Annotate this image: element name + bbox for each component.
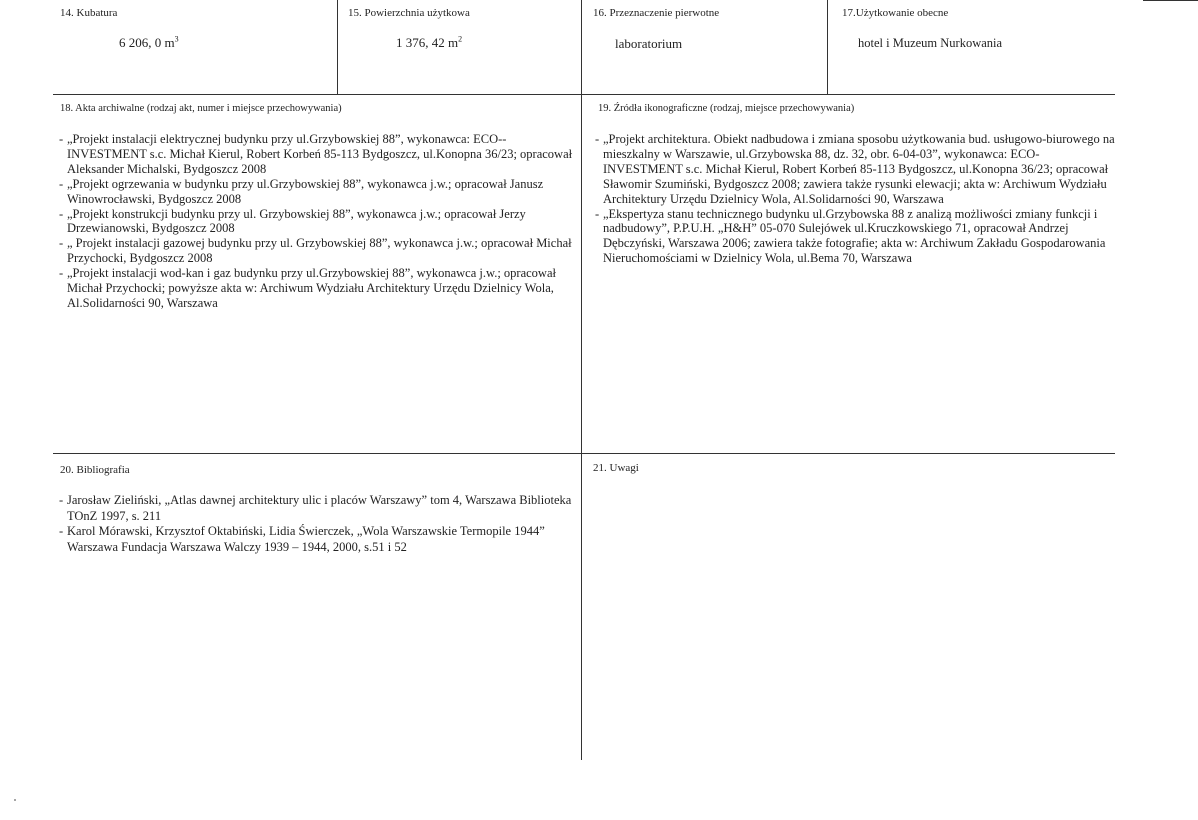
akta-item: - „Projekt ogrzewania w budynku przy ul.Grzybowskiej 88”, wykonawca j.w.; opracował Janusz Winowrocławski, Bydgoszcz 2008 xyxy=(59,177,574,207)
zrodla-item: - „Ekspertyza stanu technicznego budynku ul.Grzybowska 88 z analizą możliwości zmiany funkcji i nadbudowy”, P.P.U.H. „H&H” 05-070 Sulejówek ul.Kruczkowskiego 71, opracował Andrzej Dębczyński, Warszawa 2006; zawiera także fotografie; akta w: Archiwum Zakładu Gospodarowania Nieruchomościami w Dzielnicy Wola, ul.Bema 70, Warszawa xyxy=(595,207,1115,267)
powierzchnia-unit-sup: 2 xyxy=(458,34,463,44)
row-divider-2 xyxy=(53,453,1115,454)
przeznaczenie-value: laboratorium xyxy=(615,36,683,51)
zrodla-item: - „Projekt architektura. Obiekt nadbudowa i zmiana sposobu użytkowania bud. usługowo-biurowego na mieszkalny w Warszawie, ul.Grzybowska 88, dz. 32, obr. 6-04-03”, wykonawca: ECO-INVESTMENT s.c. Michał Kierul, Robert Korbeń 85-113 Bydgoszcz, ul.Konopna 36/23; opracował Sławomir Szumiński, Bydgoszcz 2008; zawiera także rysunki elewacji; akta w: Archiwum Wydziału Architektury Urzędu Dzielnicy Wola, Al.Solidarności 90, Warszawa xyxy=(595,132,1115,207)
bibliografia-list xyxy=(59,493,574,555)
akta-item: - „ Projekt instalacji gazowej budynku przy ul. Grzybowskiej 88”, wykonawca j.w.; opracował Michał Przychocki, Bydgoszcz 2008 xyxy=(59,236,574,266)
uwagi-label: 21. Uwagi xyxy=(593,462,639,474)
col-divider-top-2 xyxy=(581,0,582,94)
powierzchnia-value xyxy=(396,35,462,50)
uzytkowanie-label: 17.Użytkowanie obecne xyxy=(842,7,949,19)
akta-item: - „Projekt instalacji elektrycznej budynku przy ul.Grzybowskiej 88”, wykonawca: ECO--INVESTMENT s.c. Michał Kierul, Robert Korbeń 85-113 Bydgoszcz, ul.Konopna 36/23; opracował Aleksander Michalski, Bydgoszcz 2008 xyxy=(59,132,574,177)
bibliografia-item: - Jarosław Zieliński, „Atlas dawnej architektury ulic i placów Warszawy” tom 4, Warszawa Biblioteka TOnZ 1997, s. 211 xyxy=(59,493,574,524)
uzytkowanie-value: hotel i Muzeum Nurkowania xyxy=(858,36,1003,50)
akta-label: 18. Akta archiwalne (rodzaj akt, numer i miejsce przechowywania) xyxy=(60,103,342,114)
akta-list xyxy=(59,132,574,311)
scan-speck xyxy=(14,799,16,801)
akta-item: - „Projekt konstrukcji budynku przy ul. Grzybowskiej 88”, wykonawca j.w.; opracował Jerzy Drzewianowski, Bydgoszcz 2008 xyxy=(59,207,574,237)
kubatura-number: 6 206, 0 m xyxy=(119,35,175,50)
top-border-line xyxy=(1143,0,1198,1)
bibliografia-label: 20. Bibliografia xyxy=(60,464,130,476)
col-divider-main xyxy=(581,94,582,760)
bibliografia-item: - Karol Mórawski, Krzysztof Oktabiński, Lidia Świerczek, „Wola Warszawskie Termopile 1944” Warszawa Fundacja Warszawa Walczy 1939 – 1944, 2000, s.51 i 52 xyxy=(59,524,574,555)
kubatura-value xyxy=(119,35,179,50)
row-divider-1 xyxy=(53,94,1115,95)
przeznaczenie-label: 16. Przeznaczenie pierwotne xyxy=(593,7,720,19)
kubatura-unit-sup: 3 xyxy=(174,34,179,44)
col-divider-top-1 xyxy=(337,0,338,94)
col-divider-top-3 xyxy=(827,0,828,94)
kubatura-label: 14. Kubatura xyxy=(60,7,118,19)
powierzchnia-label: 15. Powierzchnia użytkowa xyxy=(348,7,470,19)
akta-item: - „Projekt instalacji wod-kan i gaz budynku przy ul.Grzybowskiej 88”, wykonawca j.w.; opracował Michał Przychocki; powyższe akta w: Archiwum Wydziału Architektury Urzędu Dzielnicy Wola, Al.Solidarności 90, Warszawa xyxy=(59,266,574,311)
powierzchnia-number: 1 376, 42 m xyxy=(396,35,459,50)
zrodla-list xyxy=(595,132,1115,266)
zrodla-label: 19. Źródła ikonograficzne (rodzaj, miejsce przechowywania) xyxy=(598,103,855,114)
